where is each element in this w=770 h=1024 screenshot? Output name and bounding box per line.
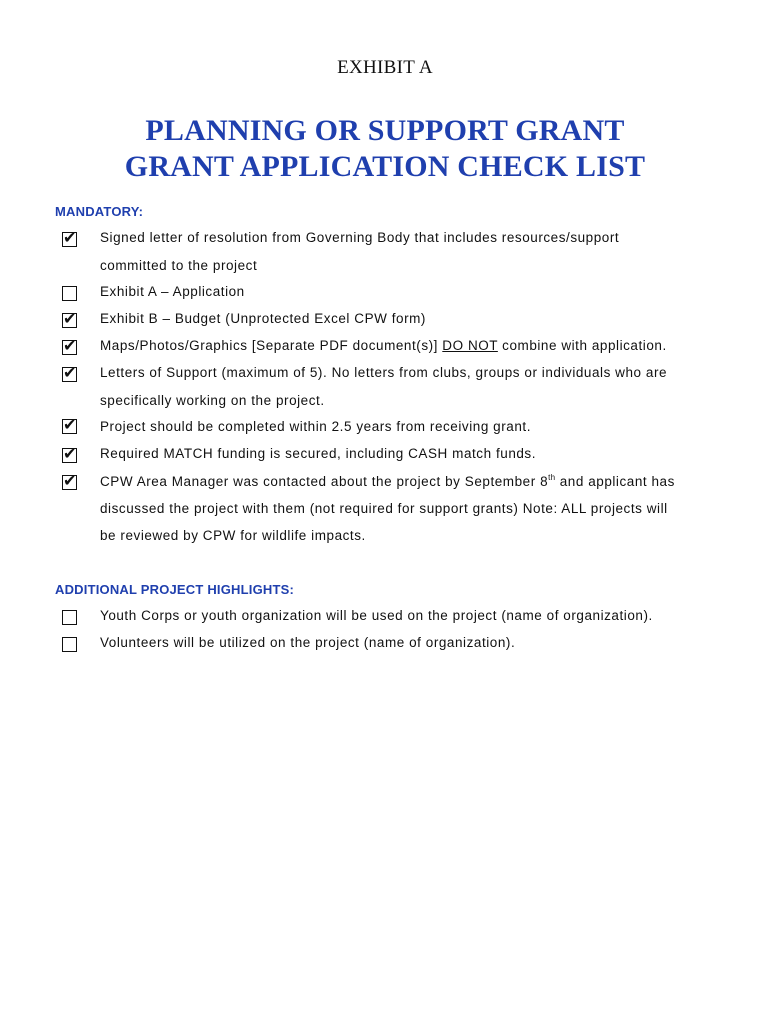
item-text-line: Letters of Support (maximum of 5). No letters from clubs, groups or individuals who are [100, 365, 668, 380]
mandatory-heading: MANDATORY: [55, 204, 144, 219]
item-text-line: Youth Corps or youth organization will be used on the project (name of organization). [100, 608, 653, 623]
page-title-line-1: PLANNING OR SUPPORT GRANT [145, 114, 625, 147]
item-text-line: Exhibit B – Budget (Unprotected Excel CPW form) [100, 311, 426, 326]
item-text-line: specifically working on the project. [100, 393, 325, 408]
ordinal-suffix: th [548, 473, 556, 482]
item-text-segment: CPW Area Manager was contacted about the project by September 8 [100, 474, 549, 489]
item-text-line: Volunteers will be utilized on the project (name of organization). [100, 635, 516, 650]
underlined-emphasis: DO NOT [442, 338, 498, 353]
checkbox-area-manager-contact[interactable] [62, 471, 77, 490]
check-mark-icon: ✔ [63, 444, 77, 463]
check-mark-icon: ✔ [63, 471, 77, 490]
item-text-line: Exhibit A – Application [100, 284, 245, 299]
check-mark-icon: ✔ [63, 309, 77, 328]
additional-highlights-heading: ADDITIONAL PROJECT HIGHLIGHTS: [55, 582, 295, 597]
item-text-line: Signed letter of resolution from Governing Body that includes resources/support [100, 230, 620, 245]
checkbox-resolution-letter[interactable] [62, 228, 77, 247]
item-text-line [100, 473, 675, 489]
check-mark-icon: ✔ [63, 415, 77, 434]
exhibit-label: EXHIBIT A [337, 57, 433, 78]
check-mark-icon: ✔ [63, 336, 77, 355]
item-text-line: be reviewed by CPW for wildlife impacts. [100, 528, 366, 543]
checkbox-match-funding[interactable] [62, 444, 77, 463]
item-text-line: Required MATCH funding is secured, including CASH match funds. [100, 446, 537, 461]
item-text-segment: combine with application. [497, 338, 667, 353]
item-text-segment: Maps/Photos/Graphics [Separate PDF document(s)] [100, 338, 443, 353]
checkbox-exhibit-b[interactable] [62, 309, 77, 328]
checkbox-exhibit-a[interactable] [62, 286, 77, 301]
check-mark-icon: ✔ [63, 228, 77, 247]
item-text-line: committed to the project [100, 258, 258, 273]
checkbox-completion-timeline[interactable] [62, 415, 77, 434]
item-text-line: Project should be completed within 2.5 years from receiving grant. [100, 419, 531, 434]
checkbox-volunteers[interactable] [62, 637, 77, 652]
check-mark-icon: ✔ [63, 363, 77, 382]
checkbox-youth-corps[interactable] [62, 610, 77, 625]
checkbox-letters-of-support[interactable] [62, 363, 77, 382]
page-title-line-2: GRANT APPLICATION CHECK LIST [124, 150, 646, 183]
item-text-line: discussed the project with them (not required for support grants) Note: ALL projects will [100, 501, 668, 516]
checkbox-maps-photos[interactable] [62, 336, 77, 355]
item-text-segment: and applicant has [555, 474, 675, 489]
item-text-line [100, 338, 667, 353]
